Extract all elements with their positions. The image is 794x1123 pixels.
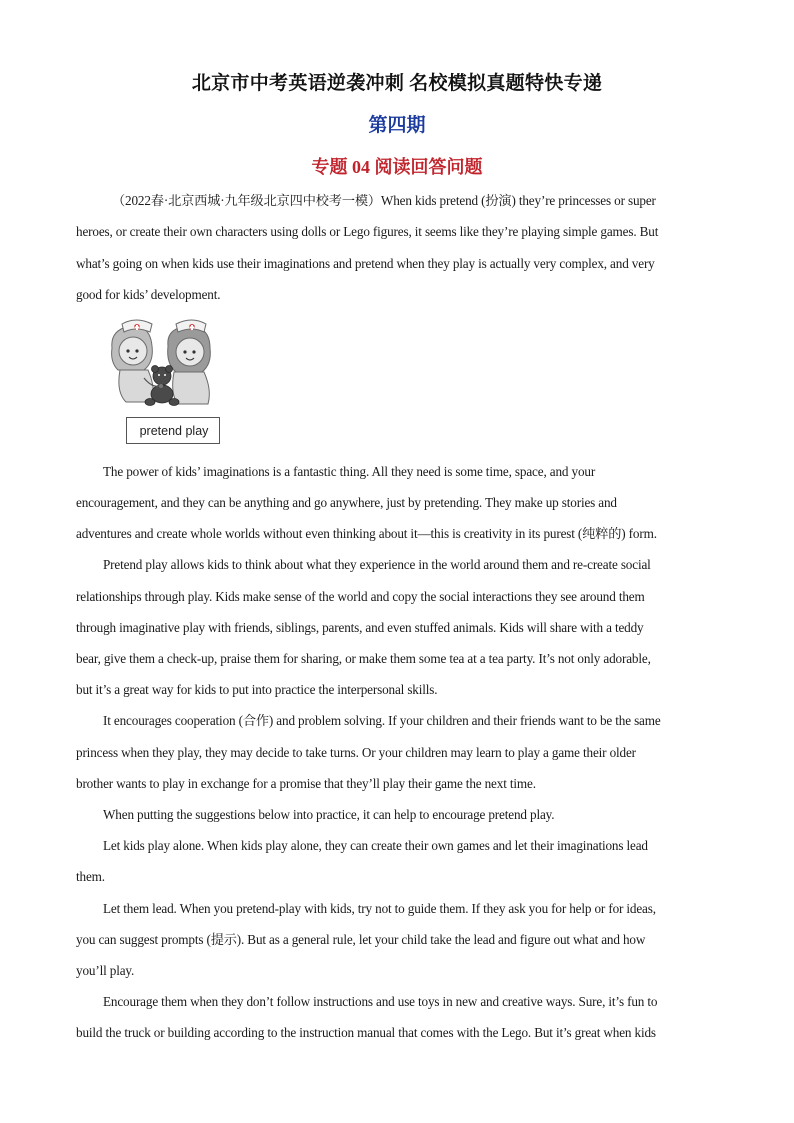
paragraph-line: It encourages cooperation (合作) and problem solving. If your children and their friends want to be the same xyxy=(103,713,661,728)
paragraph-line: but it’s a great way for kids to put into practice the interpersonal skills. xyxy=(76,682,438,697)
paragraph-line: Pretend play allows kids to think about what they experience in the world around them and re-create social xyxy=(103,557,651,572)
nurses-playing-doctor-with-teddy-bear-illustration-icon xyxy=(106,318,228,408)
paragraph-line: good for kids’ development. xyxy=(76,287,221,302)
paragraph-line: them. xyxy=(76,869,105,884)
paragraph-line: build the truck or building according to the instruction manual that comes with the Lego. But it’s great when kids xyxy=(76,1025,656,1040)
paragraph-line: what’s going on when kids use their imaginations and pretend when they play is actually very complex, and very xyxy=(76,256,655,271)
pretend-play-illustration xyxy=(106,318,228,408)
paragraph-line: you can suggest prompts (提示). But as a general rule, let your child take the lead and figure out what and how xyxy=(76,932,646,947)
paragraph-line: Encourage them when they don’t follow instructions and use toys in new and creative ways. Sure, it’s fun to xyxy=(103,994,658,1009)
paragraph-line: When putting the suggestions below into practice, it can help to encourage pretend play. xyxy=(103,807,555,822)
paragraph-line: Let them lead. When you pretend-play with kids, try not to guide them. If they ask you for help or for ideas, xyxy=(103,901,656,916)
issue-number: 第四期 xyxy=(368,115,426,136)
paragraph-line: princess when they play, they may decide to take turns. Or your children may learn to play a game their older xyxy=(76,745,636,760)
paragraph-line: （2022春·北京西城·九年级北京四中校考一模）When kids pretend (扮演) they’re princesses or super xyxy=(112,193,656,208)
paragraph-line: encouragement, and they can be anything and go anywhere, just by pretending. They make up stories and xyxy=(76,495,617,510)
paragraph-line: adventures and create whole worlds without even thinking about it—this is creativity in its purest (纯粹的) form. xyxy=(76,526,657,541)
paragraph-line: heroes, or create their own characters using dolls or Lego figures, it seems like they’re playing simple games. But xyxy=(76,224,659,239)
paragraph-line: Let kids play alone. When kids play alone, they can create their own games and let their imaginations lead xyxy=(103,838,648,853)
figure-caption-box xyxy=(126,417,220,444)
paragraph-line: brother wants to play in exchange for a promise that they’ll play their game the next time. xyxy=(76,776,536,791)
document-title: 北京市中考英语逆袭冲刺 名校模拟真题特快专递 xyxy=(191,73,603,94)
paragraph-line: through imaginative play with friends, siblings, parents, and even stuffed animals. Kids will share with a teddy xyxy=(76,620,644,635)
paragraph-line: relationships through play. Kids make sense of the world and copy the social interactions they see around them xyxy=(76,589,645,604)
paragraph-line: The power of kids’ imaginations is a fantastic thing. All they need is some time, space, and your xyxy=(103,464,596,479)
figure-caption: pretend play xyxy=(139,424,209,438)
paragraph-line: bear, give them a check-up, praise them for sharing, or make them some tea at a tea party. It’s not only adorable, xyxy=(76,651,651,666)
topic-heading: 专题 04 阅读回答问题 xyxy=(311,157,483,177)
paragraph-line: you’ll play. xyxy=(76,963,135,978)
